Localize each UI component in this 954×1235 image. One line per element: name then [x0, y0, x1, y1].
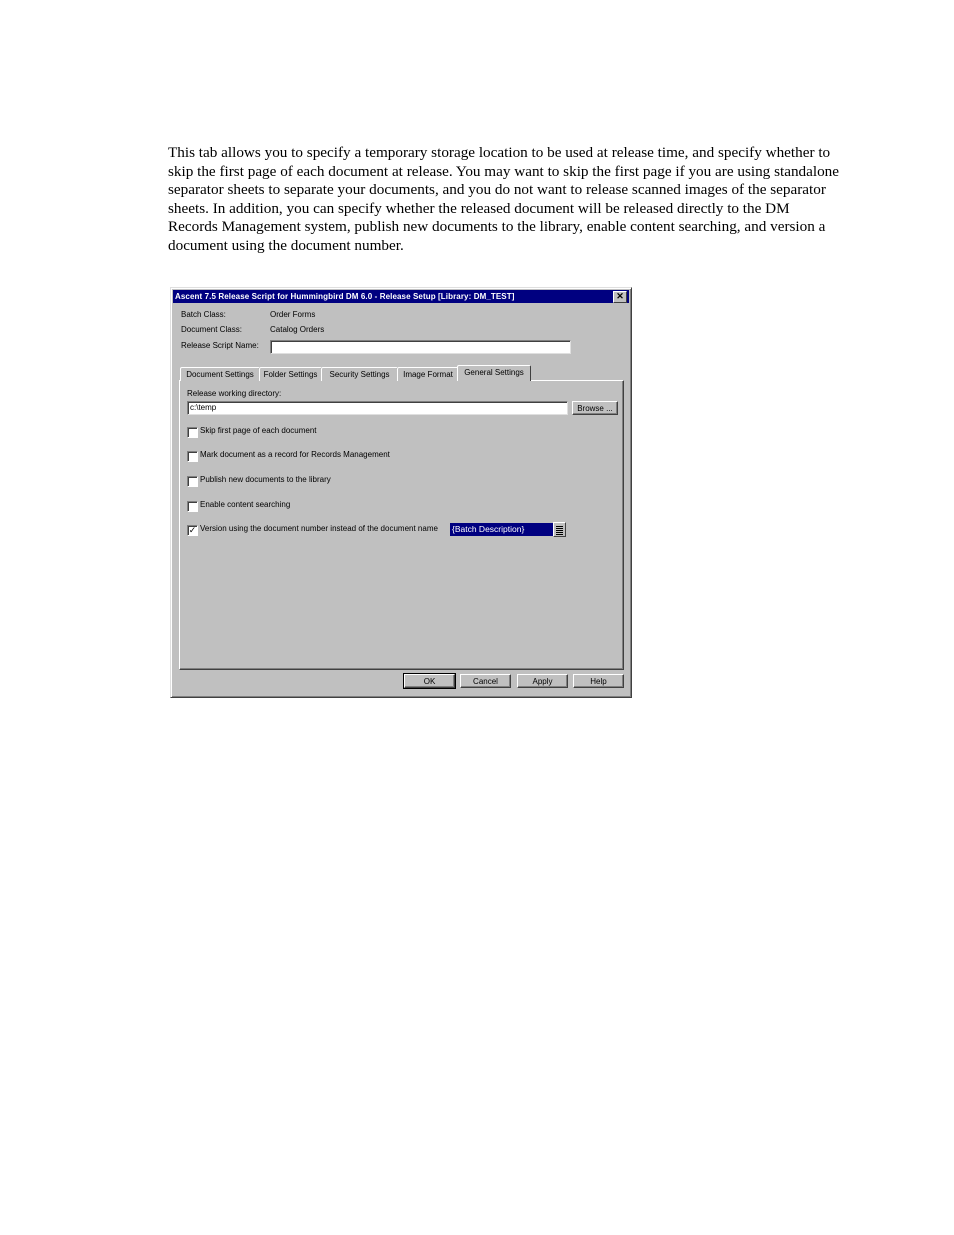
version-number-label[interactable]: Version using the document number instead of the document name — [200, 524, 438, 533]
publish-library-label[interactable]: Publish new documents to the library — [200, 475, 331, 484]
release-dir-input[interactable]: c:\temp — [187, 401, 568, 415]
content-search-label[interactable]: Enable content searching — [200, 500, 291, 509]
release-script-name-input[interactable] — [270, 340, 571, 354]
mark-record-checkbox[interactable] — [187, 451, 198, 462]
version-number-checkbox[interactable] — [187, 525, 198, 536]
help-button[interactable]: Help — [573, 674, 624, 688]
cancel-button[interactable]: Cancel — [460, 674, 511, 688]
tab-general-settings[interactable]: General Settings — [457, 365, 531, 381]
tab-security-settings[interactable]: Security Settings — [321, 367, 398, 381]
tab-image-format[interactable]: Image Format — [397, 367, 459, 381]
intro-paragraph: This tab allows you to specify a temporary storage location to be used at release time, and specify whether to skip the first page of each document at release. You may want to skip the first page if you are using standalone separator sheets to separate your documents, and you do not want to release scanned images of the separator sheets. In addition, you can specify whether the released document will be released directly to the DM Records Management system, publish new documents to the library, enable content searching, and version a document using the document number. — [168, 144, 840, 254]
document-class-label: Document Class: — [181, 325, 242, 334]
ok-button[interactable]: OK — [404, 674, 455, 688]
skip-first-page-label[interactable]: Skip first page of each document — [200, 426, 317, 435]
close-icon[interactable]: ✕ — [613, 291, 627, 303]
browse-button[interactable]: Browse ... — [572, 401, 618, 415]
list-icon[interactable] — [553, 522, 566, 537]
check-mark-icon: ✓ — [188, 525, 197, 535]
mark-record-label[interactable]: Mark document as a record for Records Management — [200, 450, 390, 459]
publish-library-checkbox[interactable] — [187, 476, 198, 487]
release-dir-label: Release working directory: — [187, 389, 282, 398]
dialog-titlebar[interactable] — [173, 290, 629, 303]
batch-class-value: Order Forms — [270, 310, 316, 319]
version-field-combo[interactable]: {Batch Description} — [450, 523, 553, 536]
release-script-name-label: Release Script Name: — [181, 341, 259, 350]
document-class-value: Catalog Orders — [270, 325, 325, 334]
apply-button[interactable]: Apply — [517, 674, 568, 688]
tab-document-settings[interactable]: Document Settings — [180, 367, 260, 381]
content-search-checkbox[interactable] — [187, 501, 198, 512]
release-setup-dialog — [170, 287, 632, 698]
dialog-title: Ascent 7.5 Release Script for Hummingbird DM 6.0 - Release Setup [Library: DM_TEST] — [175, 292, 515, 301]
skip-first-page-checkbox[interactable] — [187, 427, 198, 438]
batch-class-label: Batch Class: — [181, 310, 226, 319]
tab-folder-settings[interactable]: Folder Settings — [259, 367, 322, 381]
